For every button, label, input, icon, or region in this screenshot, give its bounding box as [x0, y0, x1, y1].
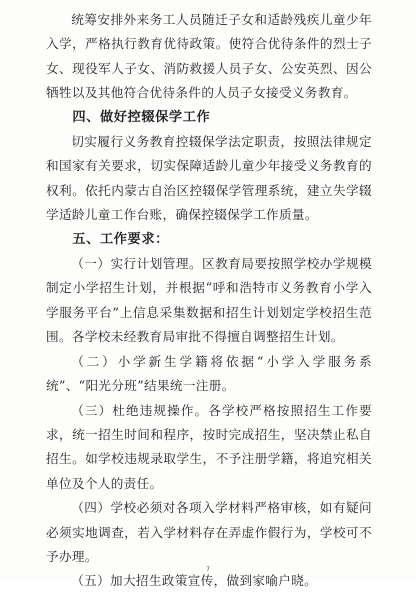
paragraph-no-violations: （三）杜绝违规操作。各学校严格按照招生工作要求，统一招生时间和程序，按时完成招生，坚决禁止私自招生。如学校违规录取学生，不予注册学籍，将追究相关单位及个人的责任。	[46, 402, 372, 491]
paragraph-policy-publicity: （五）加大招生政策宣传，做到家喻户晓。	[71, 573, 318, 589]
page-number: 7	[206, 566, 210, 573]
paragraph-dropout-control: 切实履行义务教育控辍保学法定职责，按照法律规定和国家有关要求，切实保障适龄儿童少年接受义务教育的权利。依托内蒙古自治区控辍保学管理系统，建立失学辍学适龄儿童工作台账，确保控辍保学工作质量。	[46, 134, 372, 223]
heading-dropout-control: 四、做好控辍保学工作	[72, 109, 211, 125]
paragraph-enrollment-preferential: 统筹安排外来务工人员随迁子女和适龄残疾儿童少年入学，严格执行教育优待政策。使符合优待条件的烈士子女、现役军人子女、消防救援人员子女、公安英烈、因公牺牲以及其他符合优待条件的人员子女接受义务教育。	[46, 12, 372, 101]
heading-work-requirements: 五、工作要求：	[72, 231, 169, 247]
paragraph-material-review: （四）学校必须对各项入学材料严格审核，如有疑问必须实地调查，若入学材料存在弄虚作假行为，学校可不予办理。	[46, 500, 372, 564]
paragraph-student-registration: （二）小学新生学籍将依据“小学入学服务系统”、“阳光分班”结果统一注册。	[46, 353, 372, 394]
paragraph-plan-management: （一）实行计划管理。区教育局要按照学校办学规模制定小学招生计划，并根据“呼和浩特市义务教育小学入学服务平台”上信息采集数据和招生计划划定学校招生范围。各学校未经教育局审批不得擅自调整招生计划。	[46, 256, 372, 345]
